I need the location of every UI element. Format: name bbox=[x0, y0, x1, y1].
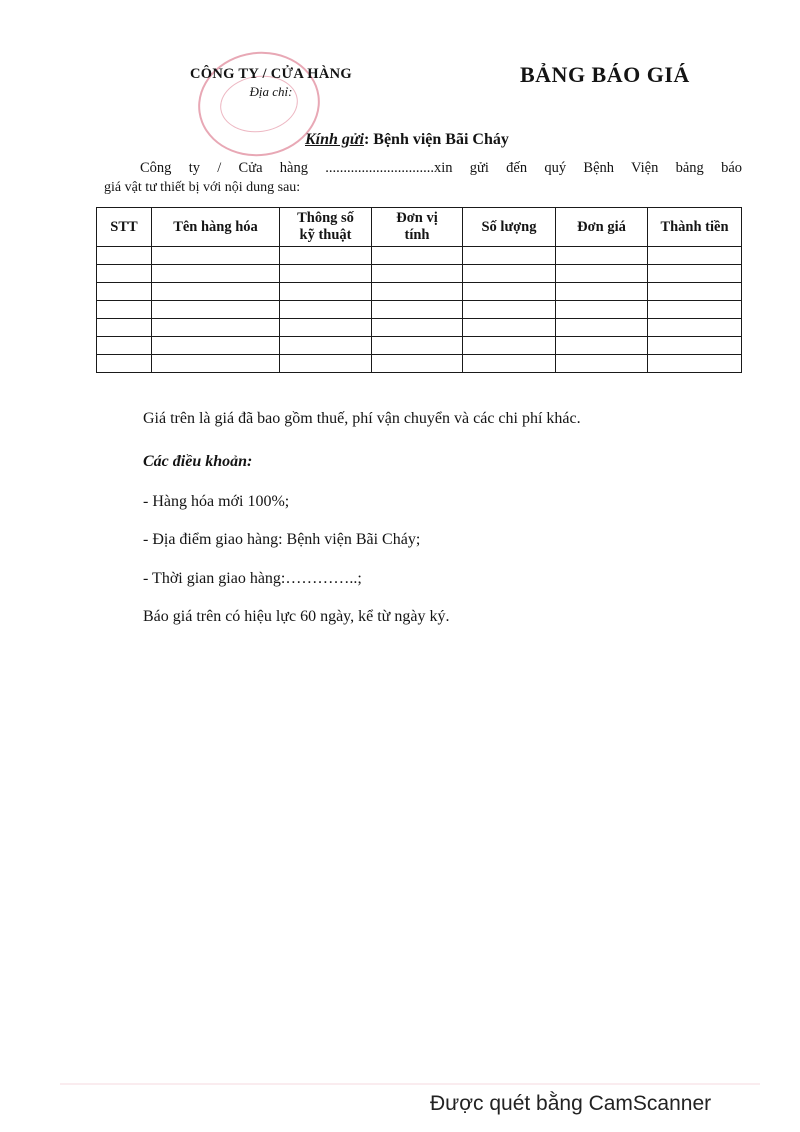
recipient-value: : Bệnh viện Bãi Cháy bbox=[363, 131, 509, 148]
table-row bbox=[97, 301, 742, 319]
table-cell bbox=[97, 283, 152, 301]
table-cell bbox=[556, 301, 648, 319]
table-cell bbox=[280, 337, 372, 355]
column-header-total: Thành tiền bbox=[648, 208, 742, 247]
table-cell bbox=[280, 319, 372, 337]
table-cell bbox=[648, 355, 742, 373]
table-cell bbox=[152, 355, 280, 373]
term-delivery-time: - Thời gian giao hàng:…………..; bbox=[143, 570, 362, 587]
table-cell bbox=[97, 319, 152, 337]
term-delivery-location: - Địa điểm giao hàng: Bệnh viện Bãi Cháy; bbox=[143, 531, 421, 548]
table-cell bbox=[97, 355, 152, 373]
document-title: BẢNG BÁO GIÁ bbox=[520, 62, 690, 87]
table-header-row bbox=[97, 208, 742, 247]
recipient-label: Kính gửi bbox=[305, 131, 364, 148]
table-row bbox=[97, 283, 742, 301]
table-cell bbox=[372, 301, 463, 319]
table-cell bbox=[97, 301, 152, 319]
company-address: Địa chỉ: bbox=[249, 84, 293, 99]
table-cell bbox=[463, 265, 556, 283]
table-cell bbox=[463, 283, 556, 301]
scan-artifact-line bbox=[60, 1083, 760, 1085]
table-cell bbox=[372, 319, 463, 337]
table-row bbox=[97, 355, 742, 373]
table-cell bbox=[280, 283, 372, 301]
table-cell bbox=[556, 283, 648, 301]
company-name: CÔNG TY / CỬA HÀNG bbox=[190, 66, 352, 82]
quotation-table bbox=[96, 207, 742, 373]
table-row bbox=[97, 247, 742, 265]
table-cell bbox=[97, 265, 152, 283]
table-cell bbox=[463, 301, 556, 319]
table-row bbox=[97, 265, 742, 283]
table-cell bbox=[372, 355, 463, 373]
table-cell bbox=[152, 283, 280, 301]
recipient-line bbox=[305, 131, 509, 149]
column-header-quantity: Số lượng bbox=[463, 208, 556, 247]
term-new-goods: - Hàng hóa mới 100%; bbox=[143, 493, 290, 510]
table-cell bbox=[463, 355, 556, 373]
table-cell bbox=[152, 301, 280, 319]
camscanner-watermark: Được quét bằng CamScanner bbox=[430, 1092, 712, 1115]
terms-heading: Các điều khoản: bbox=[143, 453, 253, 470]
table-row bbox=[97, 337, 742, 355]
table-cell bbox=[648, 319, 742, 337]
table-cell bbox=[648, 301, 742, 319]
table-cell bbox=[556, 355, 648, 373]
table-cell bbox=[463, 319, 556, 337]
table-cell bbox=[280, 301, 372, 319]
intro-line-1: Công ty / Cửa hàng ..............................xin gửi đến quý Bệnh Viện bảng báo bbox=[140, 160, 742, 176]
table-cell bbox=[97, 337, 152, 355]
table-cell bbox=[648, 247, 742, 265]
table-cell bbox=[152, 337, 280, 355]
table-cell bbox=[280, 265, 372, 283]
table-cell bbox=[280, 247, 372, 265]
column-header-stt: STT bbox=[97, 208, 152, 247]
company-header bbox=[176, 66, 366, 100]
table-cell bbox=[97, 247, 152, 265]
table-cell bbox=[372, 283, 463, 301]
table-cell bbox=[556, 319, 648, 337]
column-header-specs: Thông số kỹ thuật bbox=[280, 208, 372, 247]
table-cell bbox=[372, 247, 463, 265]
table-cell bbox=[463, 247, 556, 265]
column-header-item-name: Tên hàng hóa bbox=[152, 208, 280, 247]
intro-paragraph bbox=[104, 158, 742, 198]
table-cell bbox=[372, 337, 463, 355]
table-cell bbox=[152, 319, 280, 337]
intro-line-2: giá vật tư thiết bị với nội dung sau: bbox=[104, 180, 301, 195]
table-row bbox=[97, 319, 742, 337]
price-note: Giá trên là giá đã bao gồm thuế, phí vận chuyển và các chi phí khác. bbox=[143, 410, 581, 427]
column-header-unit-price: Đơn giá bbox=[556, 208, 648, 247]
table-cell bbox=[556, 265, 648, 283]
table-cell bbox=[648, 265, 742, 283]
column-header-unit: Đơn vị tính bbox=[372, 208, 463, 247]
table-cell bbox=[648, 283, 742, 301]
table-cell bbox=[648, 337, 742, 355]
table-cell bbox=[556, 337, 648, 355]
validity-note: Báo giá trên có hiệu lực 60 ngày, kể từ ngày ký. bbox=[143, 608, 450, 625]
table-cell bbox=[152, 265, 280, 283]
table-body bbox=[97, 247, 742, 373]
table-cell bbox=[152, 247, 280, 265]
table-cell bbox=[463, 337, 556, 355]
table-cell bbox=[372, 265, 463, 283]
table-cell bbox=[556, 247, 648, 265]
table-cell bbox=[280, 355, 372, 373]
